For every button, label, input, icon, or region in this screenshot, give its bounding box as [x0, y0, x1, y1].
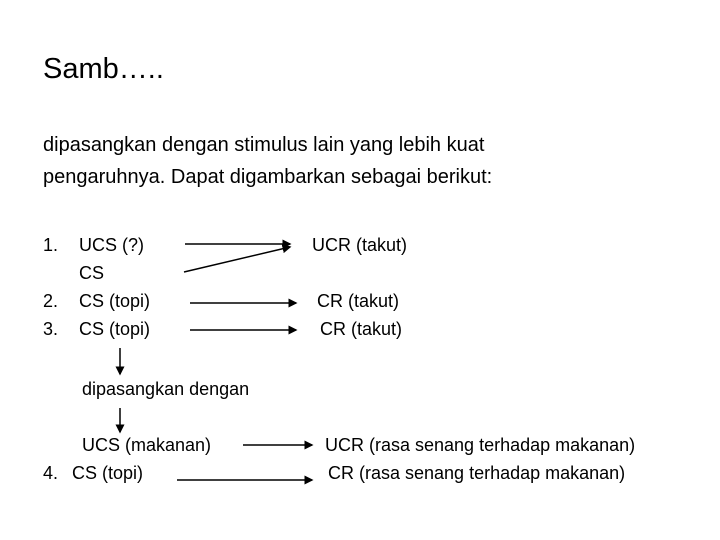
step-2-number: 2. [43, 291, 59, 311]
slide-title: Samb….. [43, 53, 164, 85]
step-3-number: 3. [43, 319, 59, 339]
step-3-stimulus: CS (topi) [79, 319, 151, 339]
step-4a-stimulus: UCS (makanan) [82, 435, 212, 455]
step-1-cs: CS [79, 263, 105, 283]
step-4-response: CR (rasa senang terhadap makanan) [328, 463, 626, 483]
step-4-stimulus: CS (topi) [72, 463, 144, 483]
step-2-response: CR (takut) [317, 291, 400, 311]
step-4-number: 4. [43, 463, 59, 483]
step-3-response: CR (takut) [320, 319, 403, 339]
step-2-stimulus: CS (topi) [79, 291, 151, 311]
pairing-label: dipasangkan dengan [82, 379, 250, 399]
intro-line-2: pengaruhnya. Dapat digambarkan sebagai berikut: [43, 166, 493, 188]
arrow-cs-to-ucr [184, 247, 290, 272]
intro-line-1: dipasangkan dengan stimulus lain yang lebih kuat [43, 134, 485, 156]
step-1-response: UCR (takut) [312, 235, 408, 255]
step-4a-response: UCR (rasa senang terhadap makanan) [325, 435, 636, 455]
step-1-number: 1. [43, 235, 59, 255]
step-1-stimulus: UCS (?) [79, 235, 145, 255]
